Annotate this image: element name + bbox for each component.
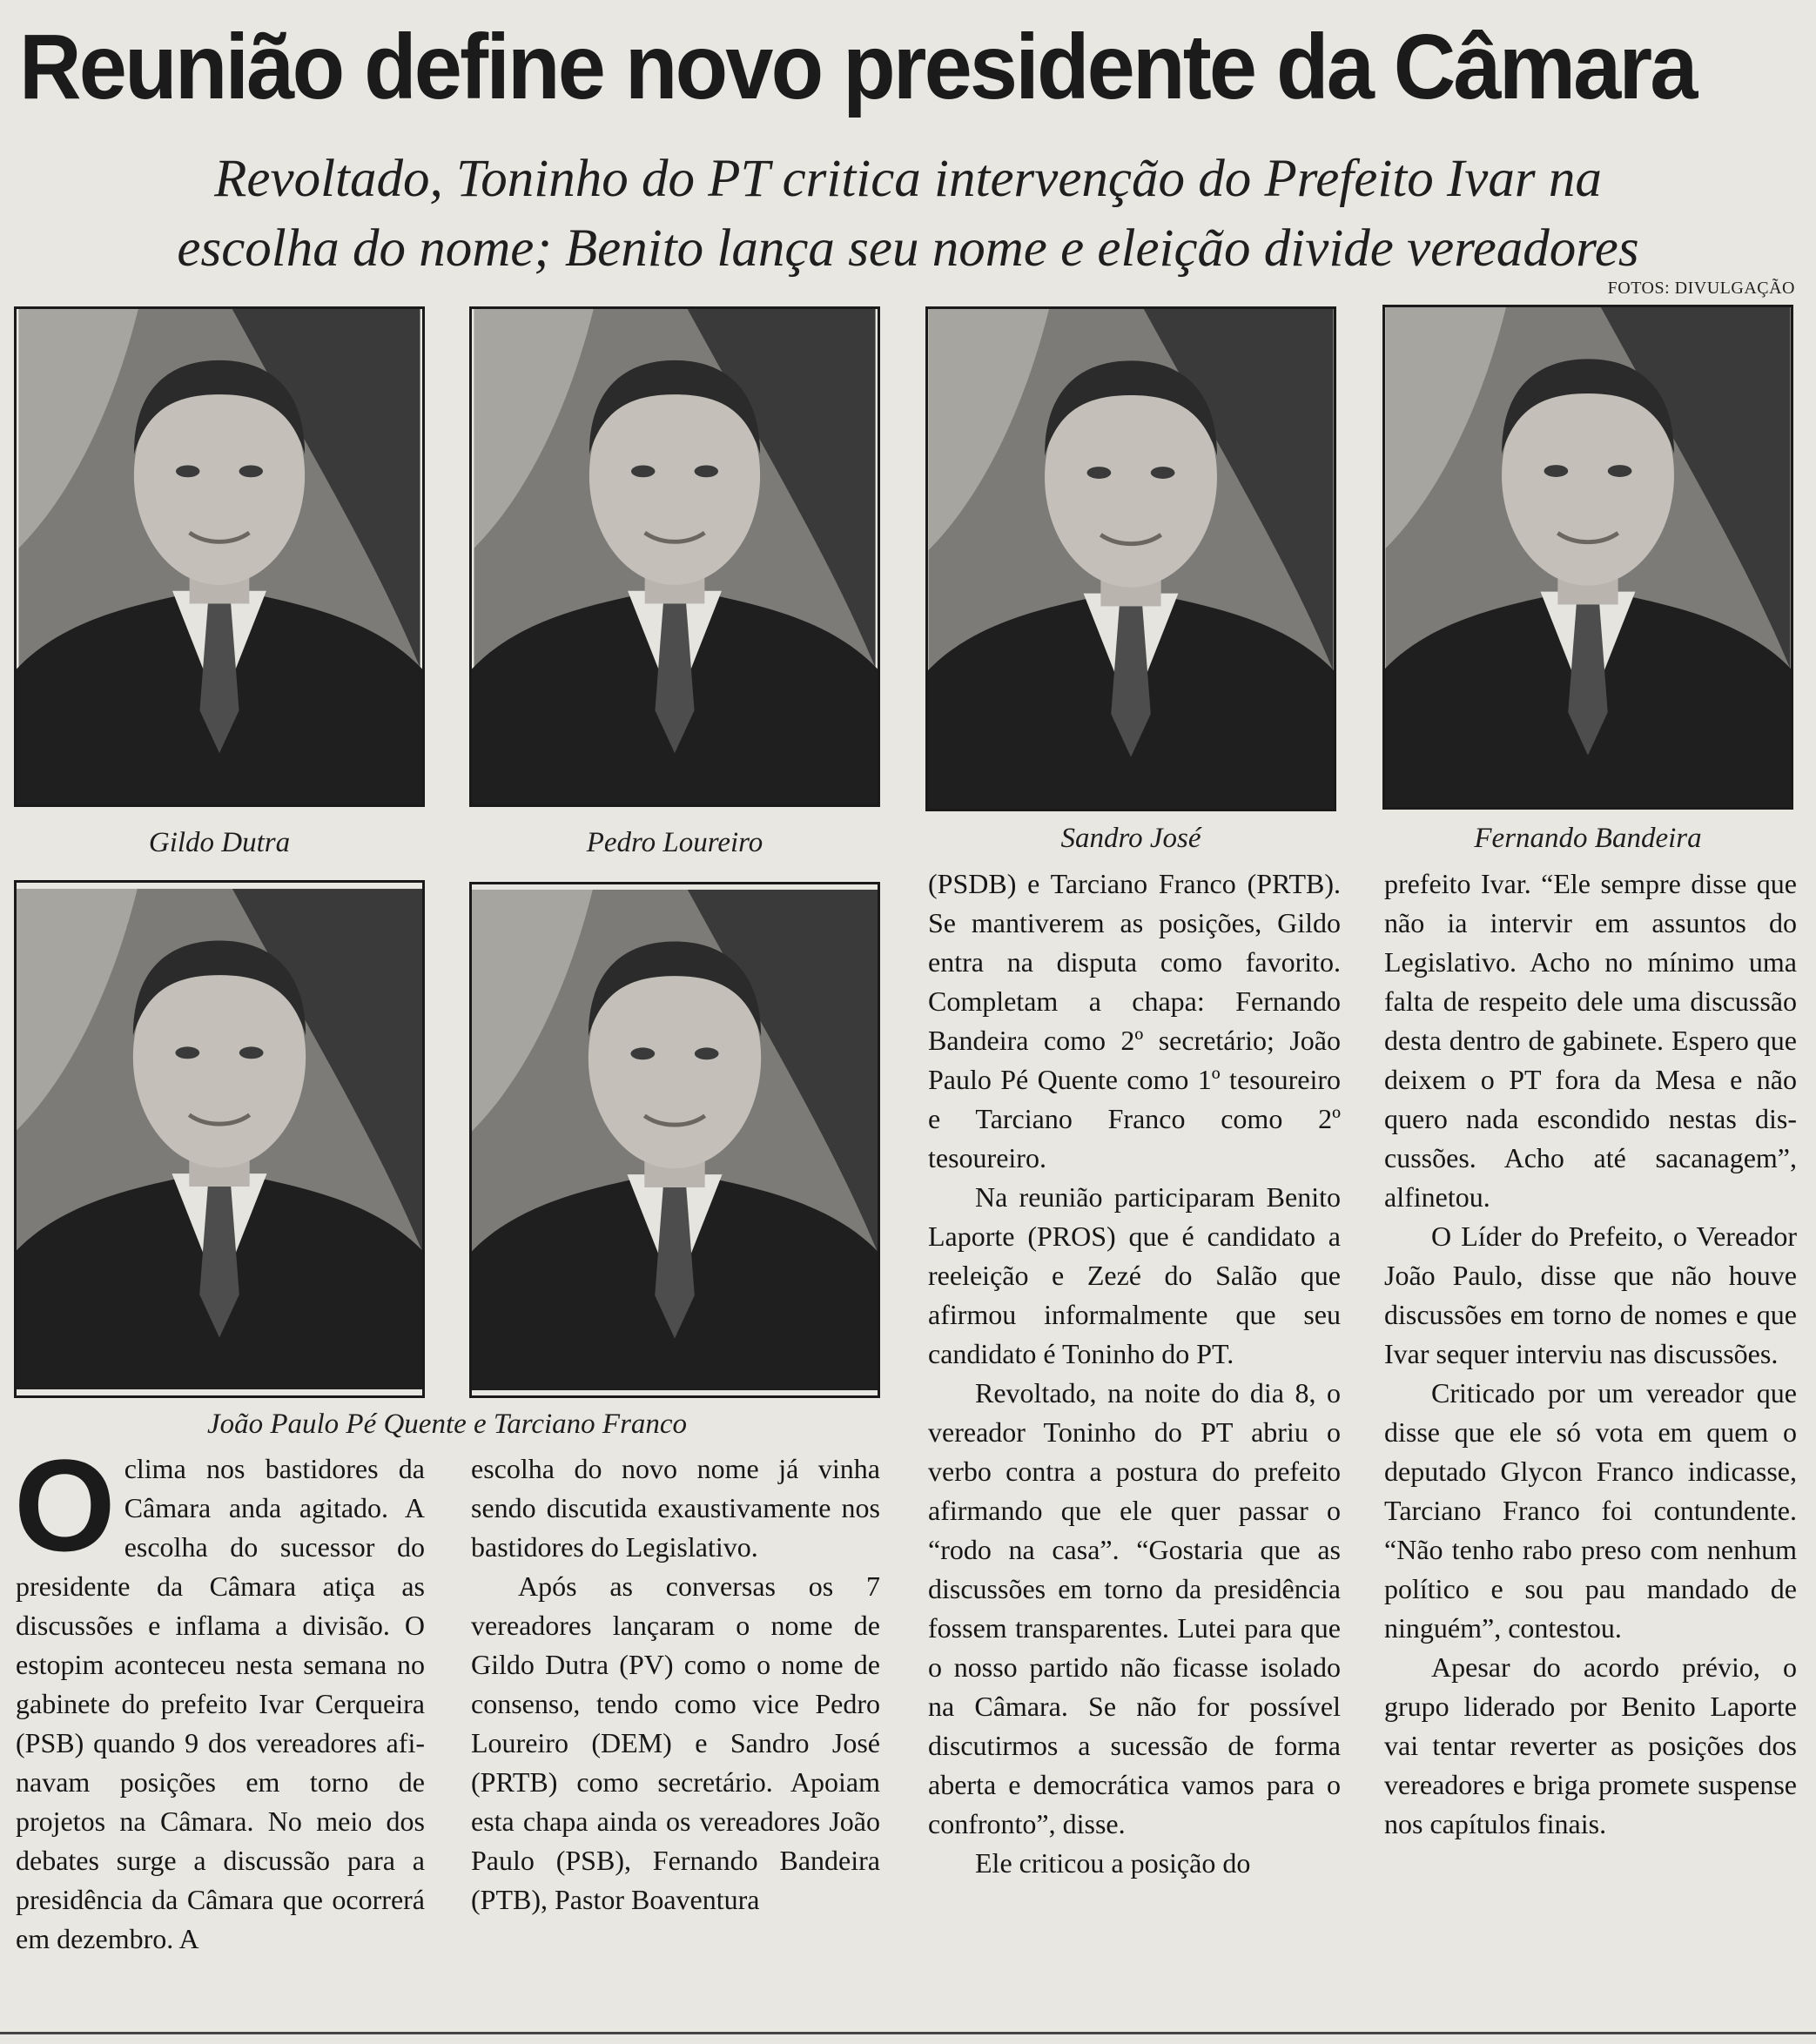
photo-joao-paulo-pe-quente [14,880,425,1398]
caption-fernando-bandeira: Fernando Bandeira [1474,823,1702,854]
paragraph: Ele criticou a posição do [975,1847,1251,1879]
headline: Reunião define novo presidente da Câmara [19,16,1696,118]
paragraph: clima nos bastidores da Câmara anda agitado. A escolha do sucessor do presidente da Câmara atiça as discussões e inflama a divisão. O estopim aconteceu nesta semana no gabinete do prefeito Ivar Cerqueira (PSB) quando 9 dos vereadores afinavam posições em torno de projetos na Câmara. No meio dos debates surge a discussão para a presidência da Câmara que ocorrerá em dezembro. A [16,1453,425,1954]
article-column-4 [1384,864,1797,1844]
portrait-image [17,309,422,804]
article-column-2 [471,1449,880,1920]
paragraph: Na reunião participaram Benito Laporte (PROS) que é candidato a reeleição e Zezé do Salão que afirmou informalmente que seu candidato é Toninho do PT. [928,1181,1341,1369]
photo-pedro-loureiro [469,306,880,807]
caption-pedro-loureiro: Pedro Loureiro [586,827,763,858]
bottom-rule [0,2032,1816,2034]
paragraph: prefeito Ivar. “Ele sempre disse que não ia intervir em assuntos do Legislativo. Acho no mínimo uma falta de respeito dele uma discussão desta dentro de gabinete. Espero que deixem o PT fora da Mesa e não quero nada escondido nestas discussões. Acho até sacanagem”, alfinetou. [1384,868,1797,1213]
paragraph: Revoltado, na noite do dia 8, o vereador Toninho do PT abriu o verbo contra a postura do prefeito afirmando que ele quer passar o “rodo na casa”. “Gostaria que as discussões em torno da presidência fossem transparentes. Lutei para que o nosso partido não ficasse isolado na Câmara. Se não for possível discutirmos a sucessão de forma aberta e democrática vamos para o confronto”, disse. [928,1377,1341,1839]
portrait-image [17,883,422,1395]
drop-cap: O [14,1432,116,1578]
portrait-image [928,309,1334,809]
paragraph: escolha do novo nome já vinha sendo discutida exaustivamente nos bastidores do Legislativo. [471,1453,880,1563]
paragraph: Criticado por um vereador que disse que ele só vota em quem o deputado Glycon Franco indicasse, Tarciano Franco foi contundente. “Não tenho rabo preso com nenhum político e sou pau mandado de ninguém”, contestou. [1384,1377,1797,1644]
paragraph: (PSDB) e Tarciano Franco (PRTB). Se mantiverem as posições, Gildo entra na disputa como favorito. Completam a chapa: Fernando Bandeira como 2º secretário; João Paulo Pé Quente como 1º tesoureiro e Tarciano Franco como 2º tesoureiro. [928,868,1341,1173]
paragraph: Apesar do acordo prévio, o grupo liderado por Benito Laporte vai tentar reverter as posições dos vereadores e briga promete suspense nos capítulos finais. [1384,1651,1797,1839]
photo-sandro-jose [925,306,1336,811]
caption-bottom-photos: João Paulo Pé Quente e Tarciano Franco [206,1409,688,1440]
portrait-image [472,884,878,1395]
subhead-line-2: escolha do nome; Benito lança seu nome e eleição divide vereadores [177,219,1639,278]
subhead-line-1: Revoltado, Toninho do PT critica intervenção do Prefeito Ivar na [214,150,1602,208]
photo-credit: FOTOS: DIVULGAÇÃO [1607,279,1795,298]
paragraph: Após as conversas os 7 vereadores lançaram o nome de Gildo Dutra (PV) como o nome de consenso, tendo como vice Pedro Loureiro (DEM) e Sandro José (PRTB) como secretário. Apoiam esta chapa ainda os vereadores João Paulo (PSB), Fernando Bandeira (PTB), Pastor Boaventura [471,1570,880,1915]
caption-sandro-jose: Sandro José [1060,823,1201,854]
article-column-3 [928,864,1341,1883]
photo-tarciano-franco [469,882,880,1398]
article-column-1 [14,1432,425,1959]
paragraph: O Líder do Prefeito, o Vereador João Paulo, disse que não houve discussões em torno de nomes e que Ivar sequer interviu nas discussões. [1384,1220,1797,1369]
photo-fernando-bandeira [1382,305,1793,810]
caption-gildo-dutra: Gildo Dutra [148,827,291,858]
portrait-image [472,309,878,804]
portrait-image [1385,307,1791,807]
photo-gildo-dutra [14,306,425,807]
